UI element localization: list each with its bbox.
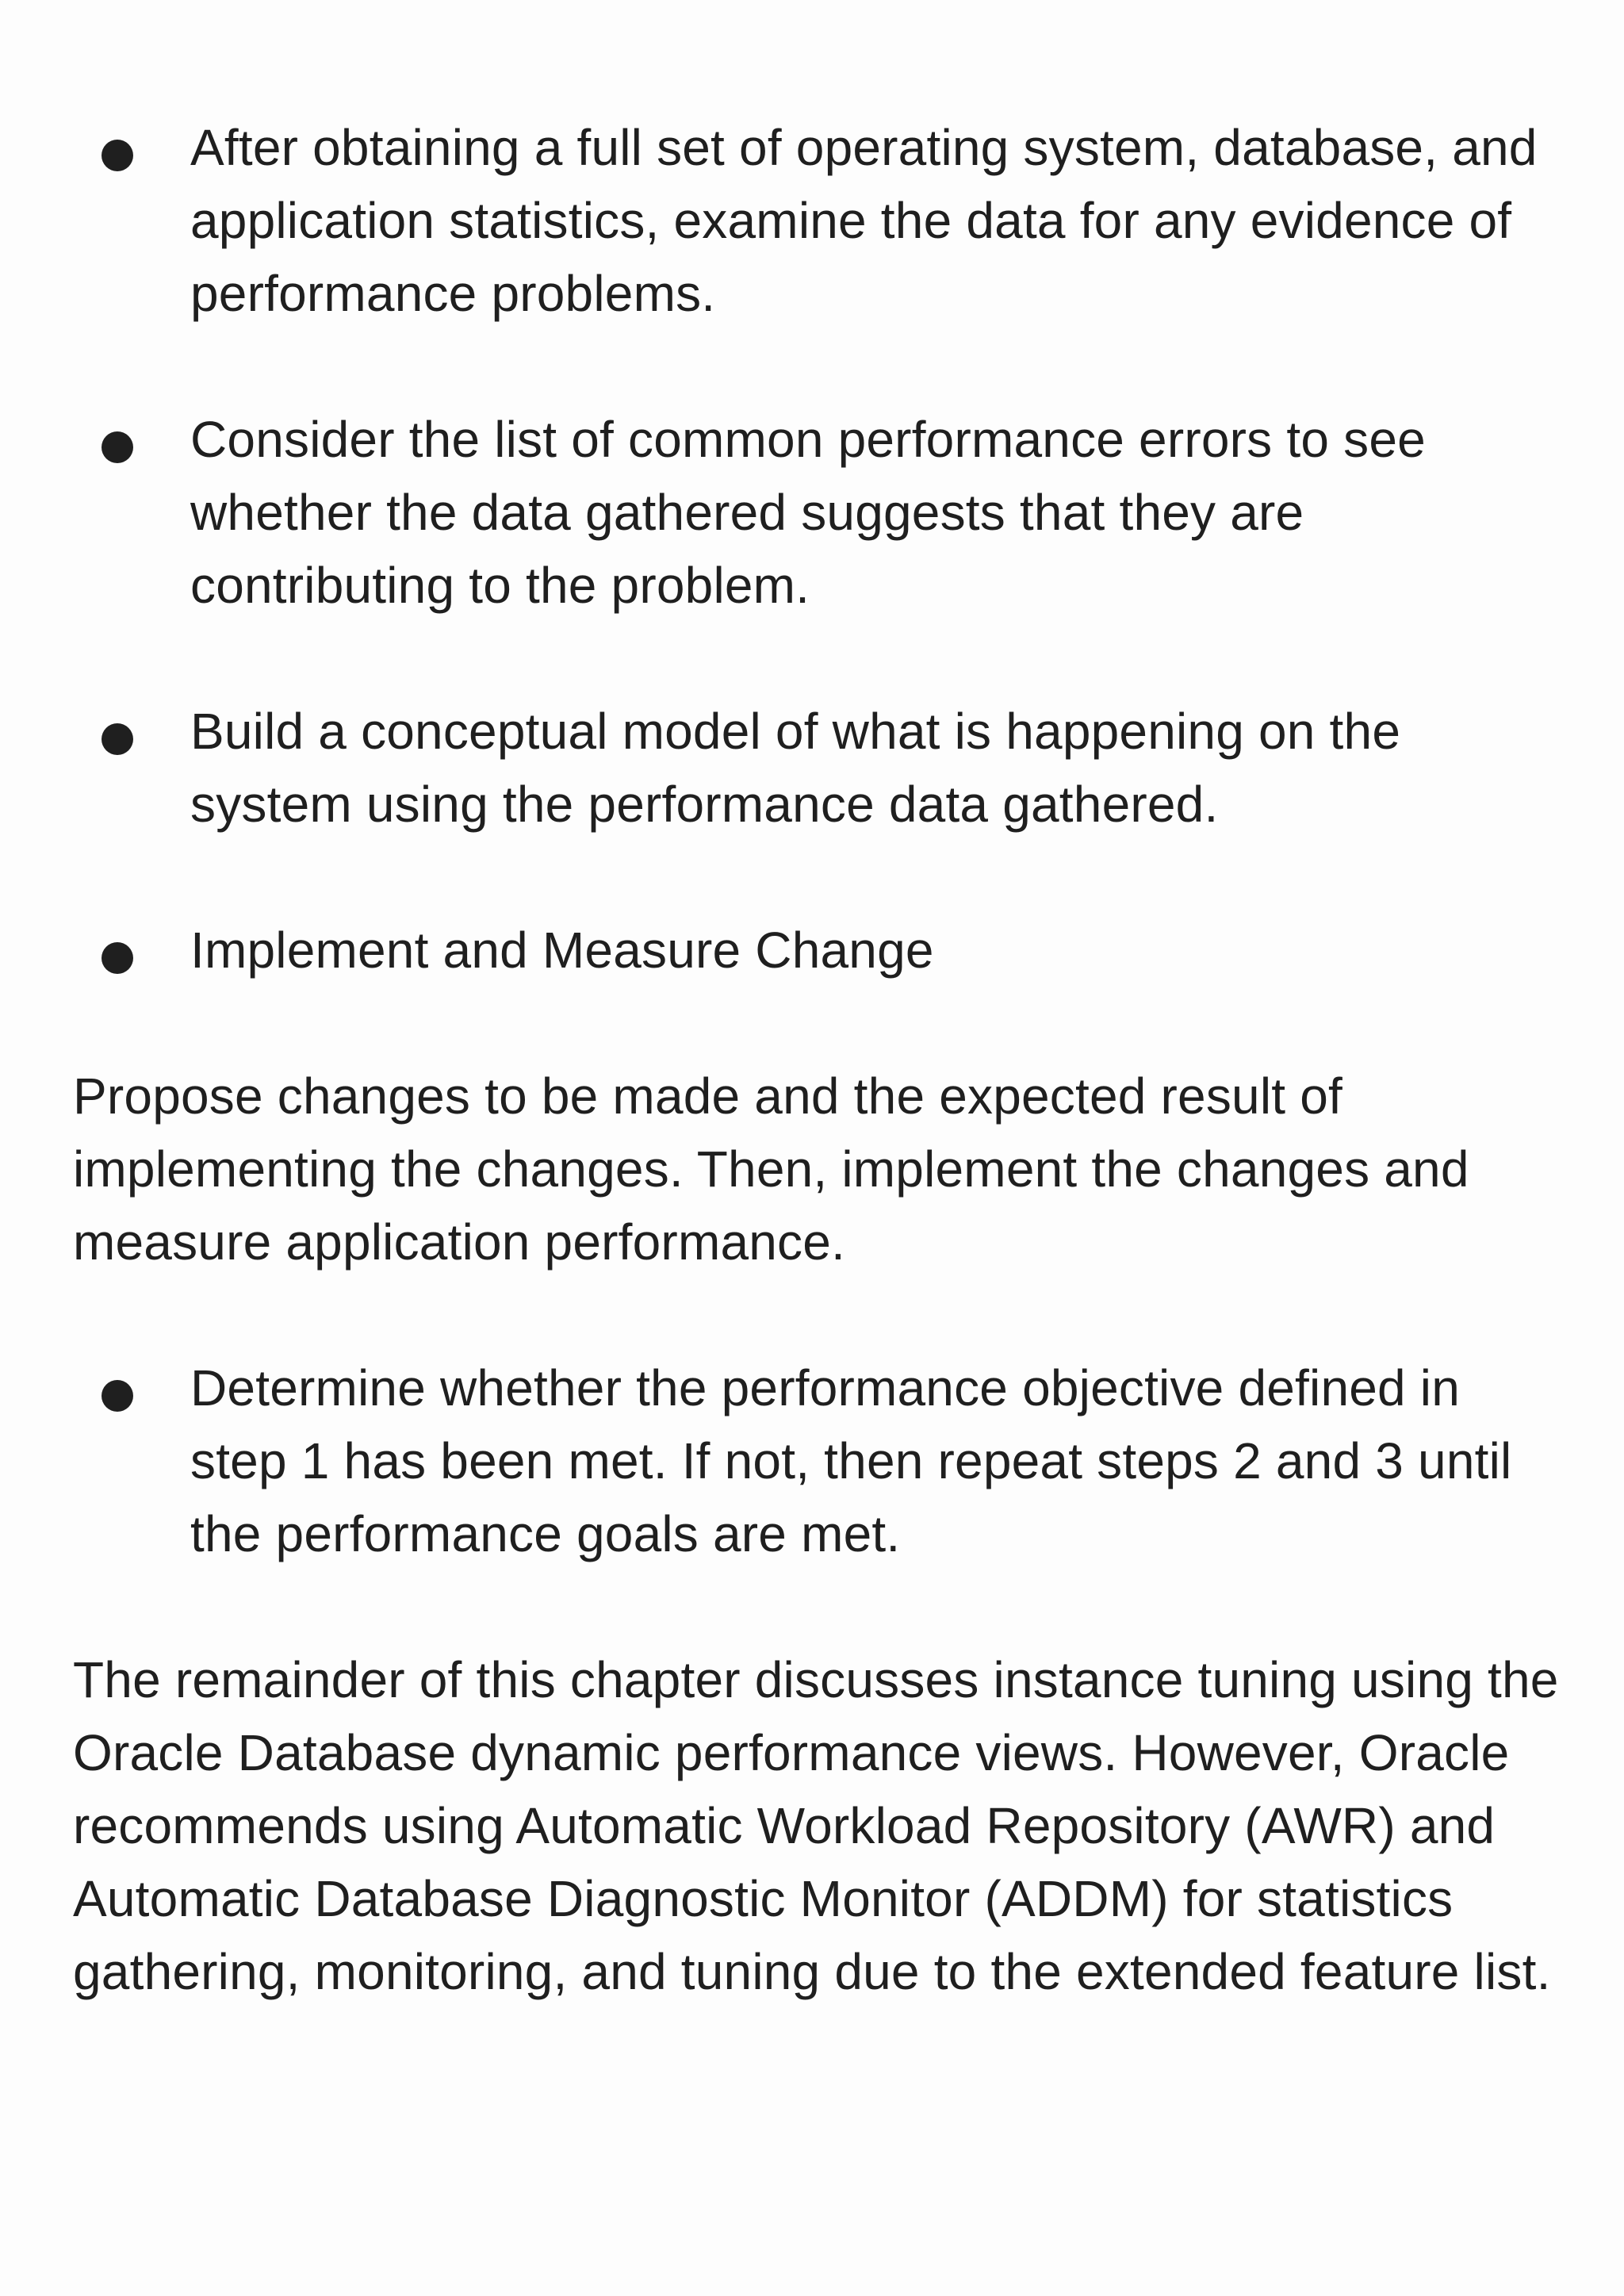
bullet-dot-icon: [102, 942, 133, 974]
list-item-text: Build a conceptual model of what is happening on the system using the performance data gathered.: [190, 703, 1401, 833]
bullet-dot-icon: [102, 723, 133, 755]
list-item-text: Consider the list of common performance errors to see whether the data gathered suggests that they are contributing to the problem.: [190, 411, 1426, 614]
paragraph: The remainder of this chapter discusses instance tuning using the Oracle Database dynamic performance views. However, Oracle recommends using Automatic Workload Repository (AWR) and Automatic Database Diagnostic Monitor (ADDM) for statistics gathering, monitoring, and tuning due to the extended feature list.: [73, 1651, 1559, 2000]
paragraph: Propose changes to be made and the expected result of implementing the changes. Then, implement the changes and measure application performance.: [73, 1068, 1469, 1271]
list-item: [73, 1351, 1564, 1570]
list-item: [73, 111, 1564, 330]
bullet-dot-icon: [102, 1380, 133, 1412]
list-item: [73, 695, 1564, 841]
list-item-text: Implement and Measure Change: [190, 922, 934, 979]
list-item-text: After obtaining a full set of operating system, database, and application statistics, examine the data for any evidence of performance problems.: [190, 119, 1538, 322]
document-body: [73, 111, 1564, 2008]
list-item: [73, 914, 1564, 987]
list-item: [73, 403, 1564, 622]
bullet-dot-icon: [102, 140, 133, 171]
bullet-dot-icon: [102, 431, 133, 463]
list-item-text: Determine whether the performance objective defined in step 1 has been met. If not, then repeat steps 2 and 3 until the performance goals are met.: [190, 1359, 1512, 1562]
